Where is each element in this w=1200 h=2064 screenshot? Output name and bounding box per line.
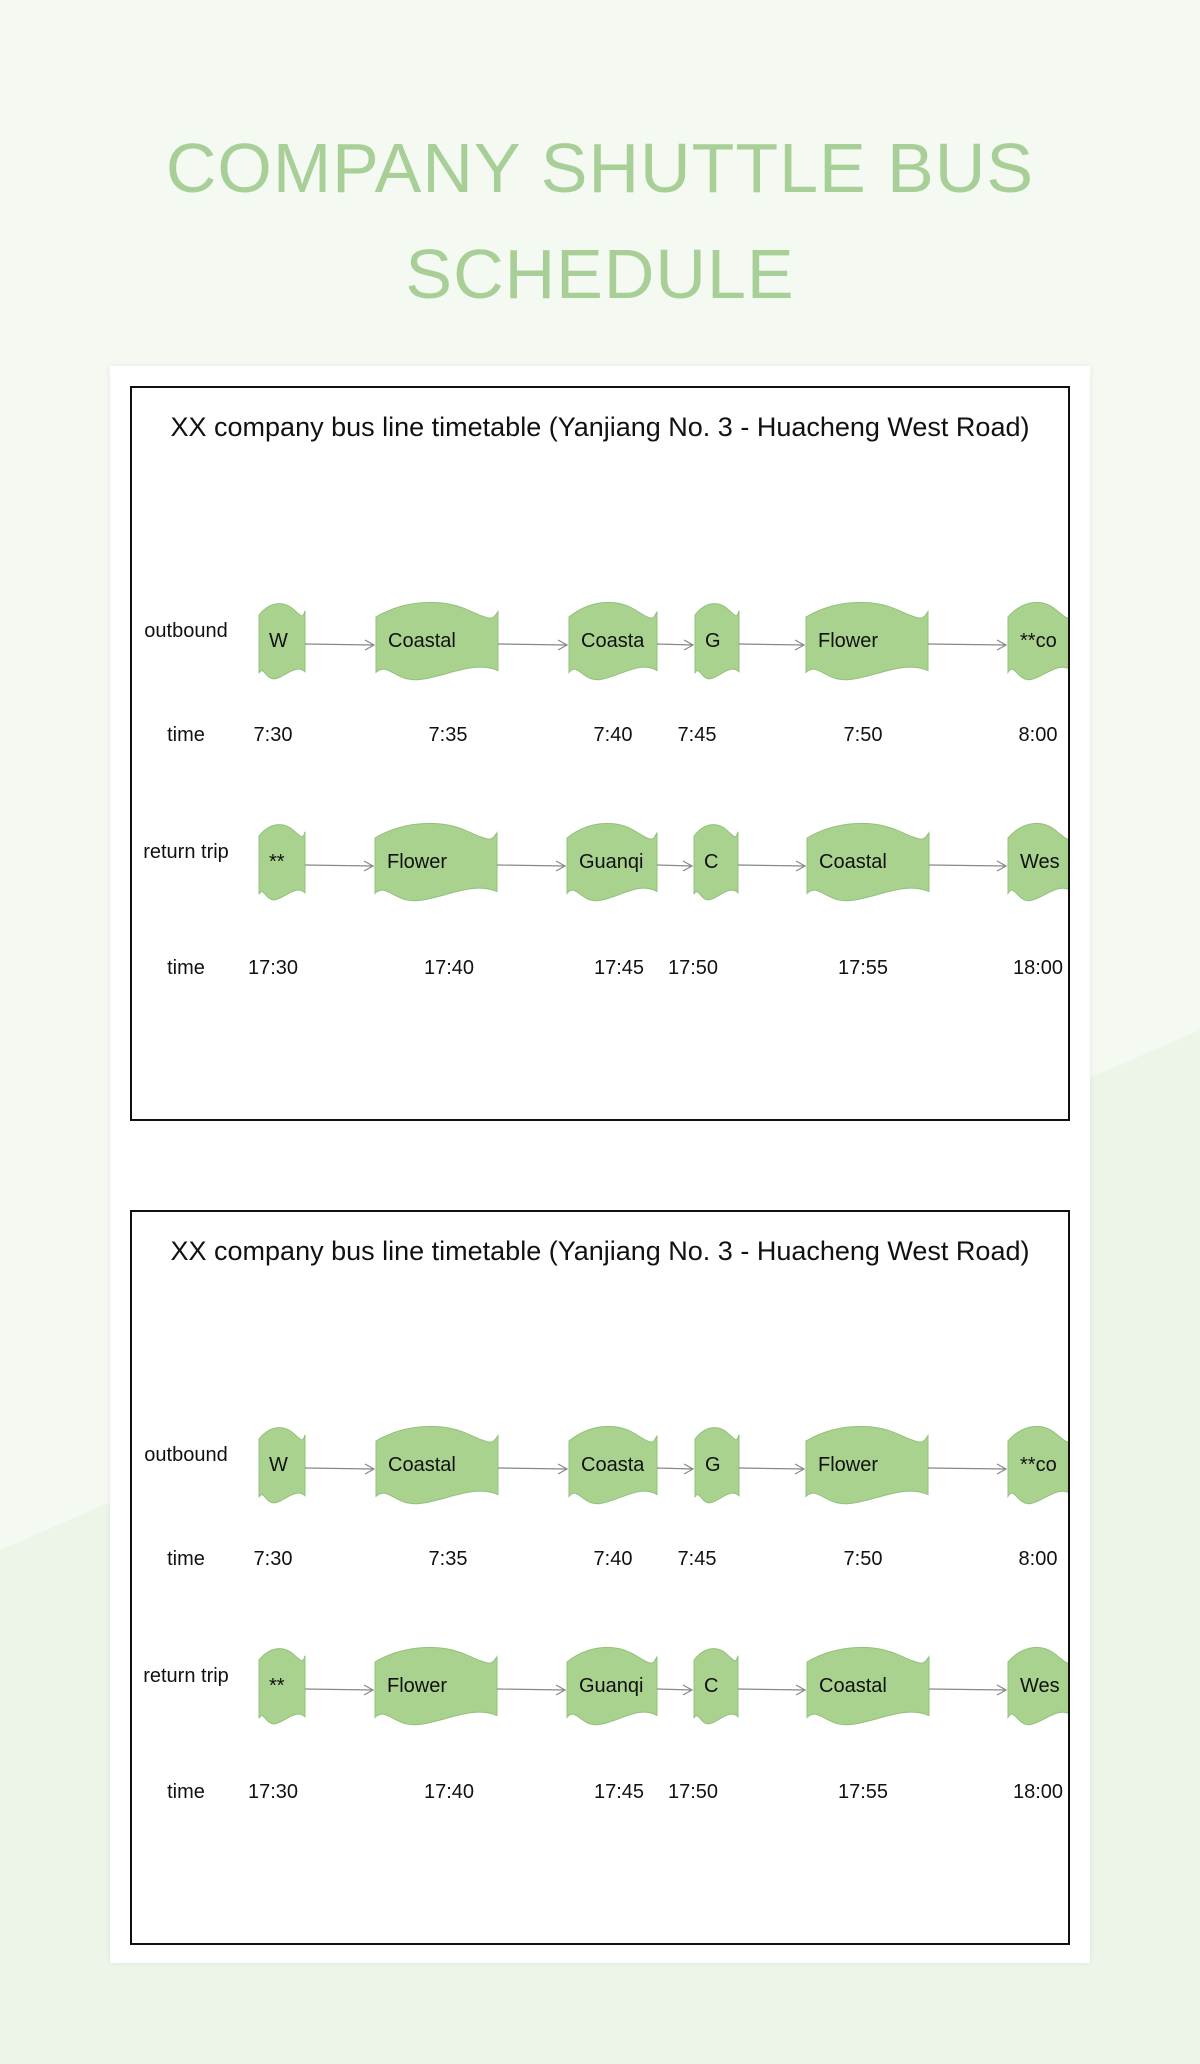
stop-name: Guanqi <box>579 851 644 873</box>
stop-name: Coasta <box>581 630 645 652</box>
route-arrow <box>305 1464 374 1474</box>
stop-name: C <box>704 1675 719 1697</box>
departure-time: 7:50 <box>843 1548 883 1570</box>
stop-name: Coastal <box>388 630 456 652</box>
departure-time: 7:50 <box>843 724 883 746</box>
route-flow <box>132 1212 1068 1943</box>
route-arrow <box>497 1685 565 1695</box>
departure-time: 17:45 <box>593 957 645 979</box>
stop-name: Flower <box>818 1454 879 1476</box>
departure-time: 17:50 <box>667 957 719 979</box>
departure-time: 17:40 <box>423 1781 475 1803</box>
route-arrow <box>305 861 373 871</box>
departure-time: 7:40 <box>593 1548 633 1570</box>
departure-time: 17:40 <box>423 957 475 979</box>
stop-name: Flower <box>387 1675 448 1697</box>
page-title-text: COMPANY SHUTTLE BUS SCHEDULE <box>165 129 1035 313</box>
departure-time: 7:35 <box>428 724 468 746</box>
stop-name: W <box>269 1454 288 1476</box>
departure-time: 17:30 <box>247 957 299 979</box>
route-arrow <box>305 1685 373 1695</box>
stop-name: Wes <box>1020 851 1060 873</box>
route-arrow <box>498 640 567 650</box>
timetable-title: XX company bus line timetable (Yanjiang No. 3 - Huacheng West Road) <box>170 1236 1030 1266</box>
stop-name: G <box>705 1454 721 1476</box>
route-arrow <box>929 1685 1006 1695</box>
route-arrow <box>657 861 692 871</box>
stop-name: Coastal <box>819 851 887 873</box>
departure-time: 17:50 <box>667 1781 719 1803</box>
departure-time: 7:30 <box>253 1548 293 1570</box>
departure-time: 8:00 <box>1018 1548 1058 1570</box>
stop-name: Coastal <box>819 1675 887 1697</box>
time-row-label: time <box>167 724 205 746</box>
return-trip-label: return trip <box>143 1665 229 1687</box>
departure-time: 17:55 <box>837 957 889 979</box>
stop-name: ** <box>269 1675 285 1697</box>
route-arrow <box>497 861 565 871</box>
stop-name: G <box>705 630 721 652</box>
route-arrow <box>928 640 1006 650</box>
time-row-label: time <box>167 957 205 979</box>
departure-time: 7:45 <box>677 1548 717 1570</box>
route-arrow <box>738 1685 805 1695</box>
timetable-panel <box>130 386 1070 1121</box>
schedule-sheet <box>110 366 1090 1963</box>
route-arrow <box>498 1464 567 1474</box>
stop-name: Flower <box>387 851 448 873</box>
departure-time: 18:00 <box>1012 957 1064 979</box>
route-arrow <box>657 640 693 650</box>
departure-time: 8:00 <box>1018 724 1058 746</box>
departure-time: 7:45 <box>677 724 717 746</box>
stop-name: **co <box>1020 1454 1057 1476</box>
departure-time: 17:45 <box>593 1781 645 1803</box>
stop-name: **co <box>1020 630 1057 652</box>
departure-time: 18:00 <box>1012 1781 1064 1803</box>
route-arrow <box>928 1464 1006 1474</box>
time-row-label: time <box>167 1781 205 1803</box>
stop-name: C <box>704 851 719 873</box>
page-title <box>0 115 1200 327</box>
time-row-label: time <box>167 1548 205 1570</box>
route-arrow <box>305 640 374 650</box>
stop-name: Wes <box>1020 1675 1060 1697</box>
stop-name: Coastal <box>388 1454 456 1476</box>
route-arrow <box>739 640 804 650</box>
stop-name: W <box>269 630 288 652</box>
timetable-title: XX company bus line timetable (Yanjiang No. 3 - Huacheng West Road) <box>170 412 1030 442</box>
route-arrow <box>657 1464 693 1474</box>
stop-name: Flower <box>818 630 879 652</box>
departure-time: 17:30 <box>247 1781 299 1803</box>
return-trip-label: return trip <box>143 841 229 863</box>
route-flow <box>132 388 1068 1119</box>
stop-name: ** <box>269 851 285 873</box>
stop-name: Coasta <box>581 1454 645 1476</box>
outbound-label: outbound <box>144 620 228 642</box>
outbound-label: outbound <box>144 1444 228 1466</box>
route-arrow <box>657 1685 692 1695</box>
timetable-panel <box>130 1210 1070 1945</box>
stop-name: Guanqi <box>579 1675 644 1697</box>
departure-time: 7:40 <box>593 724 633 746</box>
departure-time: 7:30 <box>253 724 293 746</box>
route-arrow <box>738 861 805 871</box>
route-arrow <box>929 861 1006 871</box>
departure-time: 17:55 <box>837 1781 889 1803</box>
route-arrow <box>739 1464 804 1474</box>
departure-time: 7:35 <box>428 1548 468 1570</box>
